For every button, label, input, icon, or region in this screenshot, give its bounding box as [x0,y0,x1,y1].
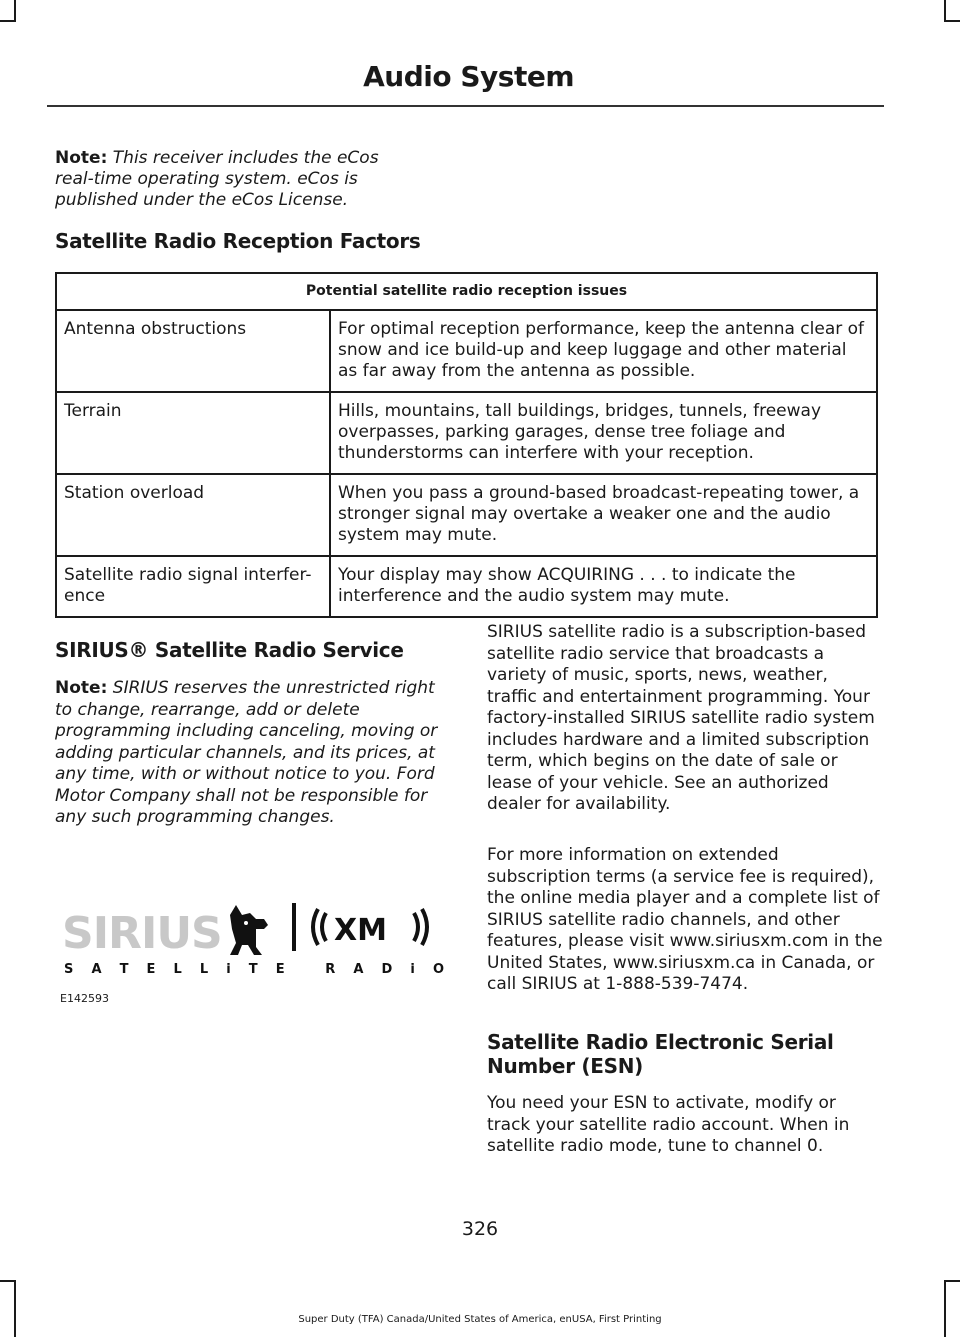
logo-wordmark-xm: XM [334,913,387,948]
section-title-esn: Satellite Radio Electronic Serial Number (ESN) [487,1030,834,1078]
logo-divider [292,903,296,951]
crop-mark [944,0,946,22]
table-header-row [56,273,877,310]
page-title: Audio System [363,60,574,93]
header-divider [47,105,884,107]
siriusxm-logo [60,885,450,980]
crop-mark [944,20,960,22]
section-title-reception-factors: Satellite Radio Reception Factors [55,229,421,253]
footer-text: Super Duty (TFA) Canada/United States of America, enUSA, First Printing [298,1314,662,1325]
crop-mark [0,1280,16,1282]
description-cell: For optimal reception performance, keep the antenna clear of snow and ice build-up and keep luggage and other material as far away from the antenna as possible. [330,310,877,392]
note-text: SIRIUS reserves the unrestricted right to change, rearrange, add or delete programming including canceling, moving or adding particular channels, and its prices, at any time, with or without notice to you. Ford Motor Company shall not be responsible for any such programming changes. [55,678,438,827]
paragraph-more-info: For more information on extended subscription terms (a service fee is required), the online media player and a complete list of SIRIUS satellite radio channels, and other features, please visit www.siriusxm.com in the United States, www.siriusxm.ca in Canada, or call SIRIUS at 1-888-539-7474. [487,845,883,994]
crop-mark [14,0,16,22]
logo-tagline: S A T E L L i T E R A D i O [64,962,444,977]
description-cell: Your display may show ACQUIRING . . . to indicate the interference and the audio system may mute. [330,556,877,617]
crop-mark [14,1280,16,1337]
table-row [56,474,877,556]
page-number: 326 [461,1218,499,1240]
section-title-sirius-service: SIRIUS® Satellite Radio Service [55,638,404,662]
note-text: This receiver includes the eCos real-time operating system. eCos is published under the eCos License. [55,148,379,210]
dog-icon [230,905,268,955]
note-sirius [55,678,450,829]
figure-id: E142593 [60,992,109,1005]
crop-mark [944,1280,960,1282]
paragraph-sirius-intro: SIRIUS satellite radio is a subscription-based satellite radio service that broadcasts a variety of music, sports, news, weather, traffic and entertainment programming. Your factory-installed SIRIUS satellite radio system includes hardware and a limited subscription term, which begins on the date of sale or lease of your vehicle. See an authorized dealer for availability. [487,622,875,814]
table-row [56,392,877,474]
reception-issues-table [55,272,878,618]
issue-cell: Terrain [56,392,330,474]
note-ecos [55,148,415,211]
issue-cell: Satellite radio signal interfer-ence [56,556,330,617]
logo-wordmark-sirius: SIRIUS [62,908,222,959]
table-row [56,310,877,392]
issue-cell: Station overload [56,474,330,556]
crop-mark [0,20,16,22]
description-cell: Hills, mountains, tall buildings, bridges, tunnels, freeway overpasses, parking garages, dense tree foliage and thunderstorms can interfere with your reception. [330,392,877,474]
table-row [56,556,877,617]
issue-cell: Antenna obstructions [56,310,330,392]
crop-mark [944,1280,946,1337]
table-header: Potential satellite radio reception issues [56,273,877,310]
note-label: Note: [55,678,108,698]
paragraph-esn: You need your ESN to activate, modify or track your satellite radio account. When in satellite radio mode, tune to channel 0. [487,1093,850,1156]
description-cell: When you pass a ground-based broadcast-repeating tower, a stronger signal may overtake a weaker one and the audio system may mute. [330,474,877,556]
note-label: Note: [55,148,108,168]
